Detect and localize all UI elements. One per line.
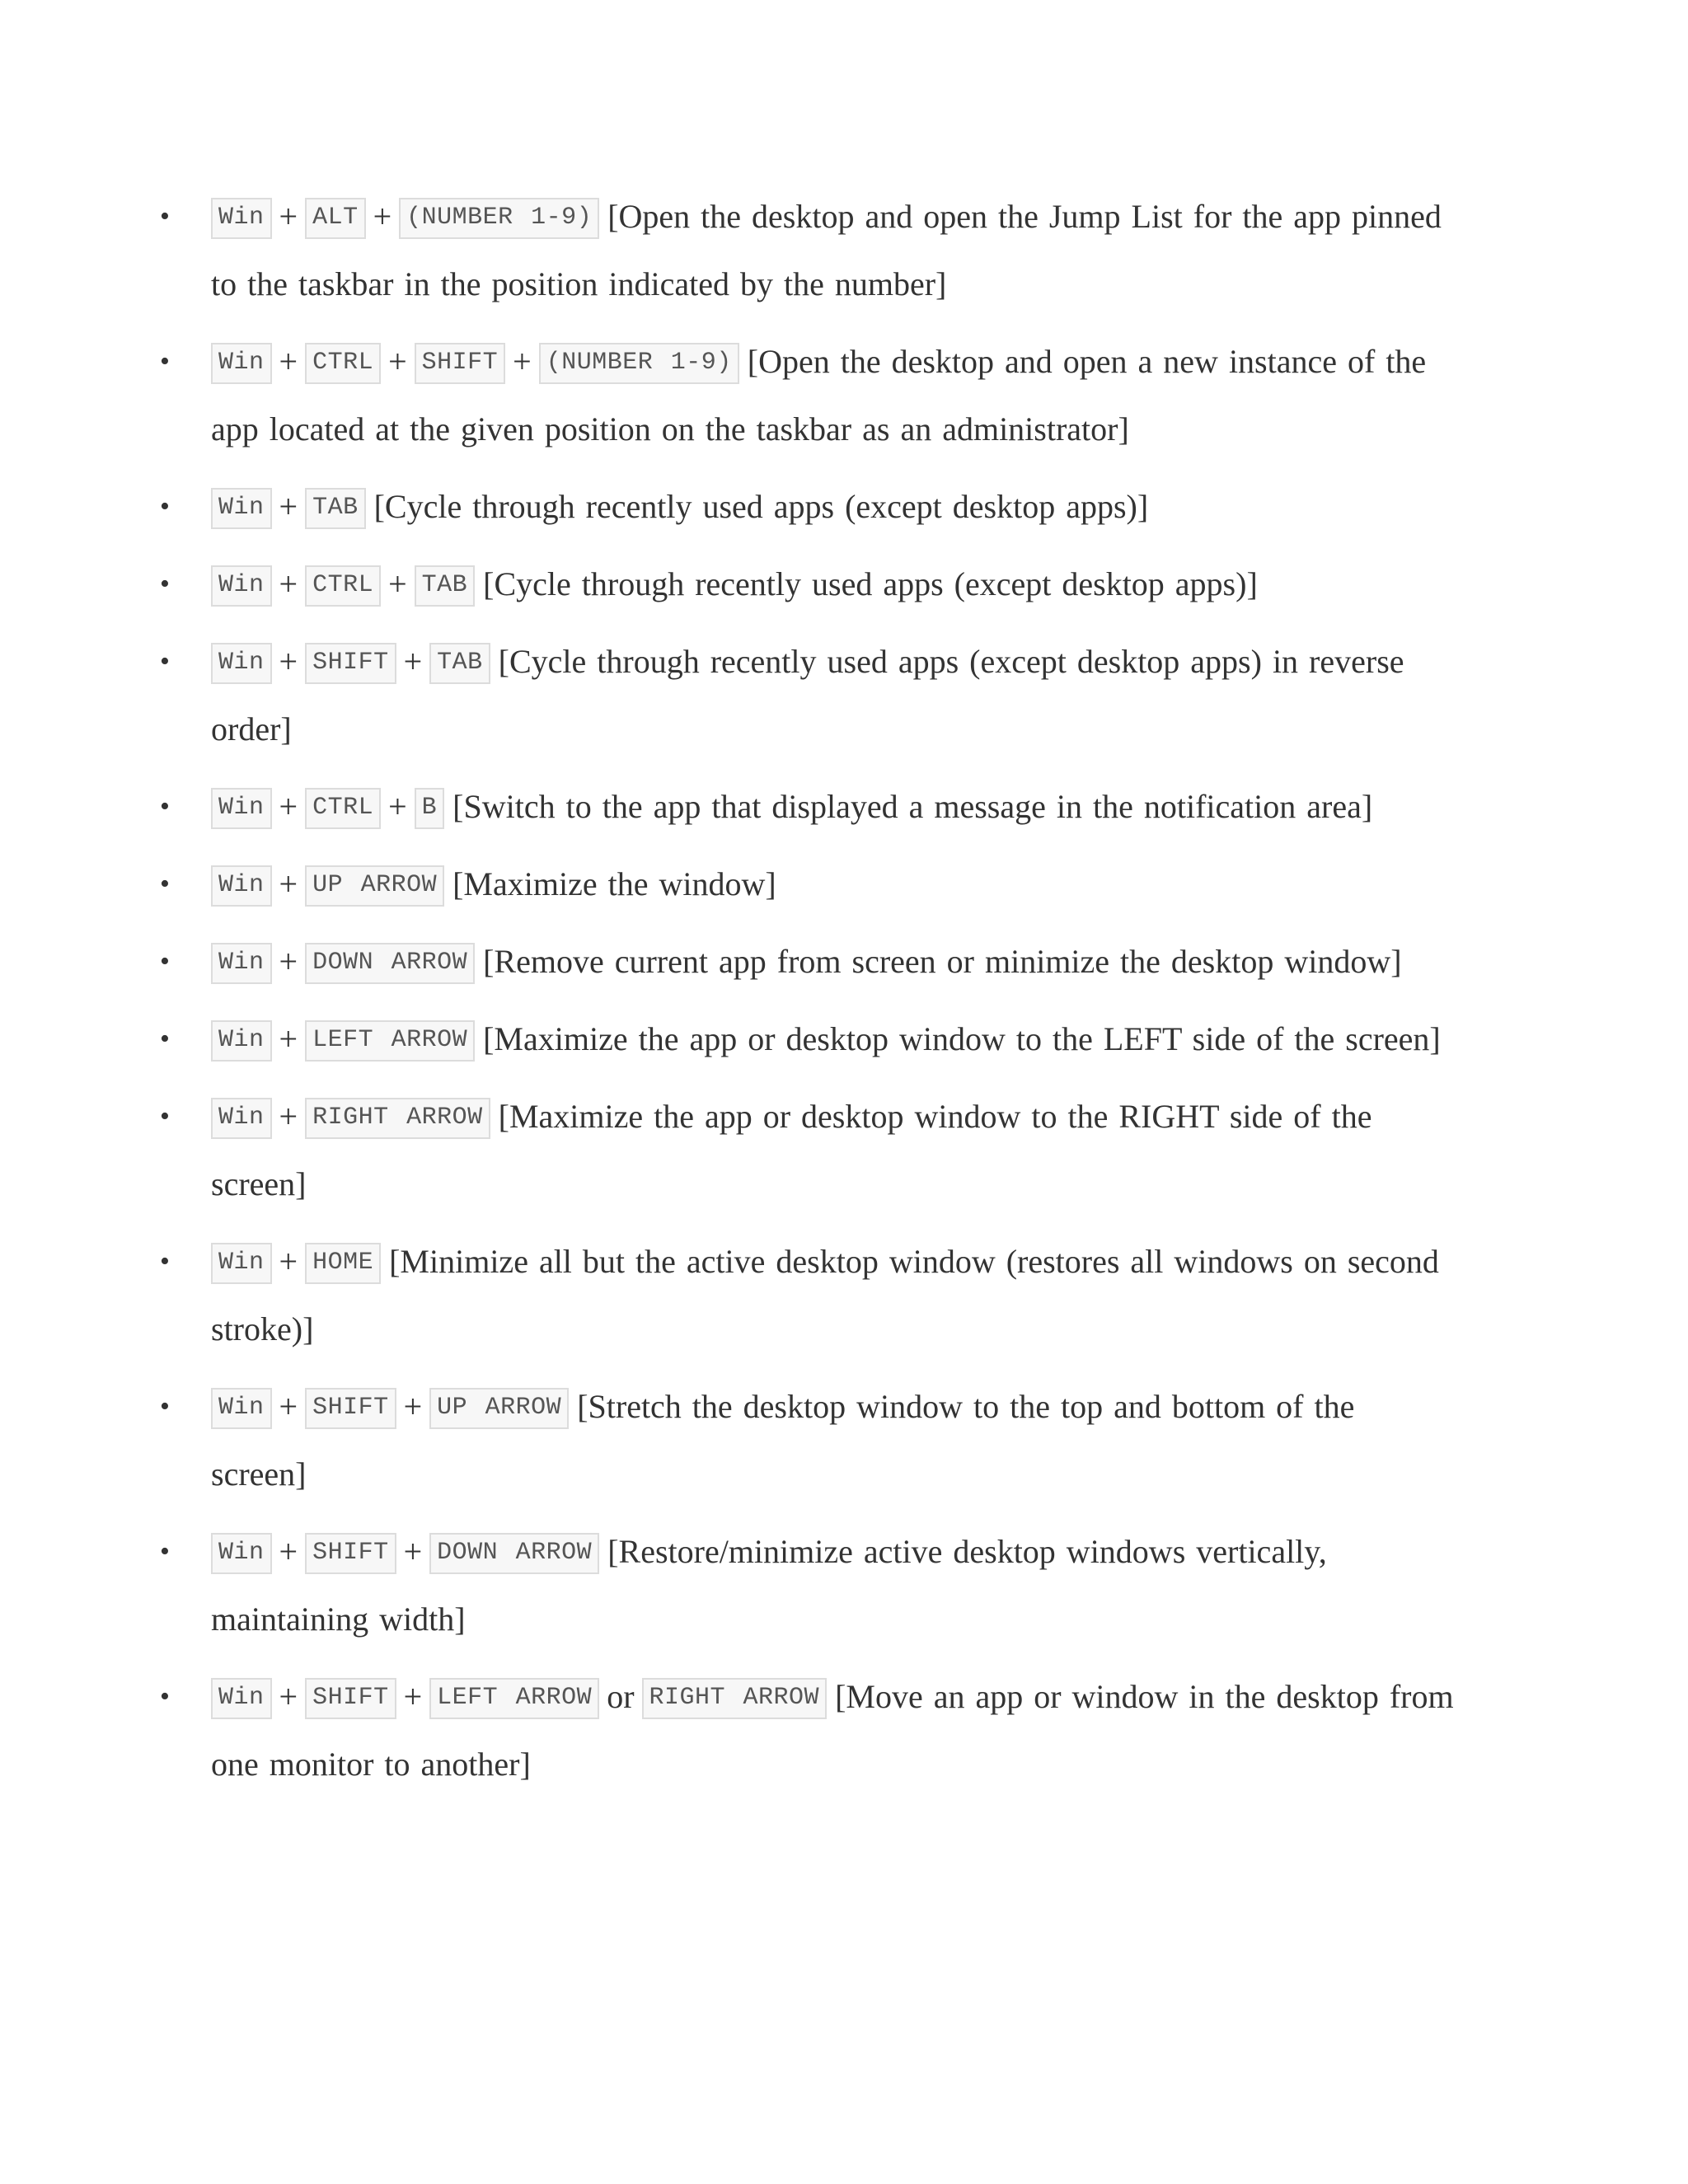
or-joiner: or <box>607 1678 635 1715</box>
bullet-icon: • <box>160 946 170 977</box>
shortcut-item <box>160 1005 1456 1073</box>
shortcut-item <box>160 1663 1456 1798</box>
key-label: DOWN ARROW <box>305 943 475 984</box>
key-label: CTRL <box>305 343 381 384</box>
shortcut-description: [Open the desktop and open the Jump List for the app pinned to the taskbar in the position indicated by the number] <box>211 198 1442 302</box>
key-label: Win <box>211 943 272 984</box>
plus-sign: + <box>403 643 423 680</box>
bullet-icon: • <box>160 201 170 232</box>
shortcut-description: [Maximize the app or desktop window to the LEFT side of the screen] <box>483 1020 1441 1057</box>
shortcut-item <box>160 1518 1456 1653</box>
shortcut-item <box>160 328 1456 463</box>
key-label: ALT <box>305 198 366 239</box>
plus-sign: + <box>279 343 298 380</box>
shortcut-description: [Cycle through recently used apps (except desktop apps)] <box>373 488 1149 525</box>
plus-sign: + <box>403 1388 423 1425</box>
bullet-icon: • <box>160 869 170 899</box>
key-label: RIGHT ARROW <box>642 1678 828 1719</box>
key-label: SHIFT <box>415 343 506 384</box>
shortcut-description: [Cycle through recently used apps (except desktop apps)] <box>483 565 1258 602</box>
key-label: DOWN ARROW <box>429 1533 599 1574</box>
key-label: Win <box>211 788 272 829</box>
bullet-icon: • <box>160 1681 170 1712</box>
shortcut-item <box>160 183 1456 318</box>
plus-sign: + <box>373 198 392 235</box>
plus-sign: + <box>279 565 298 602</box>
plus-sign: + <box>279 788 298 825</box>
shortcut-description: [Cycle through recently used apps (except desktop apps) in reverse order] <box>211 643 1404 748</box>
key-label: RIGHT ARROW <box>305 1098 490 1139</box>
key-label: Win <box>211 1678 272 1719</box>
key-label: Win <box>211 1243 272 1284</box>
key-label: SHIFT <box>305 1388 396 1429</box>
shortcut-item <box>160 1373 1456 1508</box>
key-label: Win <box>211 1020 272 1062</box>
key-label: Win <box>211 1098 272 1139</box>
plus-sign: + <box>279 1533 298 1570</box>
key-label: SHIFT <box>305 643 396 684</box>
key-label: TAB <box>415 565 476 607</box>
key-label: HOME <box>305 1243 381 1284</box>
shortcut-description: [Remove current app from screen or minimize the desktop window] <box>483 943 1402 980</box>
plus-sign: + <box>388 343 407 380</box>
shortcut-description: [Maximize the app or desktop window to the RIGHT side of the screen] <box>211 1098 1372 1202</box>
shortcut-item <box>160 1083 1456 1218</box>
key-label: Win <box>211 488 272 529</box>
bullet-icon: • <box>160 1246 170 1277</box>
plus-sign: + <box>279 1678 298 1715</box>
key-label: Win <box>211 643 272 684</box>
key-label: UP ARROW <box>305 865 444 907</box>
key-label: UP ARROW <box>429 1388 569 1429</box>
shortcut-list <box>0 183 1688 1808</box>
plus-sign: + <box>279 1243 298 1280</box>
plus-sign: + <box>279 943 298 980</box>
shortcut-description: [Switch to the app that displayed a message in the notification area] <box>452 788 1373 825</box>
bullet-icon: • <box>160 569 170 599</box>
key-label: TAB <box>305 488 366 529</box>
plus-sign: + <box>403 1678 423 1715</box>
key-label: Win <box>211 1533 272 1574</box>
shortcut-description: [Restore/minimize active desktop windows vertically, maintaining width] <box>211 1533 1327 1638</box>
key-label: SHIFT <box>305 1533 396 1574</box>
plus-sign: + <box>388 788 407 825</box>
bullet-icon: • <box>160 646 170 677</box>
plus-sign: + <box>513 343 532 380</box>
key-label: Win <box>211 198 272 239</box>
shortcut-description: [Move an app or window in the desktop from one monitor to another] <box>211 1678 1454 1783</box>
bullet-icon: • <box>160 1391 170 1422</box>
plus-sign: + <box>279 488 298 525</box>
shortcut-description: [Maximize the window] <box>452 865 776 902</box>
key-label: Win <box>211 865 272 907</box>
key-label: CTRL <box>305 565 381 607</box>
shortcut-item <box>160 851 1456 918</box>
shortcut-description: [Minimize all but the active desktop window (restores all windows on second stroke)] <box>211 1243 1439 1347</box>
bullet-icon: • <box>160 1101 170 1132</box>
key-label: Win <box>211 565 272 607</box>
shortcut-description: [Stretch the desktop window to the top and bottom of the screen] <box>211 1388 1355 1493</box>
bullet-icon: • <box>160 1536 170 1567</box>
plus-sign: + <box>279 1098 298 1135</box>
key-label: LEFT ARROW <box>305 1020 475 1062</box>
plus-sign: + <box>279 865 298 902</box>
shortcut-description: [Open the desktop and open a new instance of the app located at the given position on the taskbar as an administrator] <box>211 343 1427 448</box>
bullet-icon: • <box>160 491 170 522</box>
key-label: B <box>415 788 445 829</box>
plus-sign: + <box>279 1020 298 1057</box>
plus-sign: + <box>388 565 407 602</box>
key-label: (NUMBER 1-9) <box>399 198 599 239</box>
key-label: Win <box>211 343 272 384</box>
shortcut-item <box>160 628 1456 763</box>
key-label: TAB <box>429 643 490 684</box>
shortcut-item <box>160 928 1456 996</box>
bullet-icon: • <box>160 1024 170 1054</box>
shortcut-item <box>160 1228 1456 1363</box>
key-label: (NUMBER 1-9) <box>539 343 739 384</box>
plus-sign: + <box>403 1533 423 1570</box>
plus-sign: + <box>279 198 298 235</box>
plus-sign: + <box>279 1388 298 1425</box>
key-label: LEFT ARROW <box>429 1678 599 1719</box>
bullet-icon: • <box>160 791 170 822</box>
shortcut-item <box>160 551 1456 618</box>
plus-sign: + <box>279 643 298 680</box>
shortcut-item <box>160 473 1456 541</box>
key-label: Win <box>211 1388 272 1429</box>
shortcut-item <box>160 773 1456 841</box>
key-label: SHIFT <box>305 1678 396 1719</box>
key-label: CTRL <box>305 788 381 829</box>
bullet-icon: • <box>160 346 170 377</box>
